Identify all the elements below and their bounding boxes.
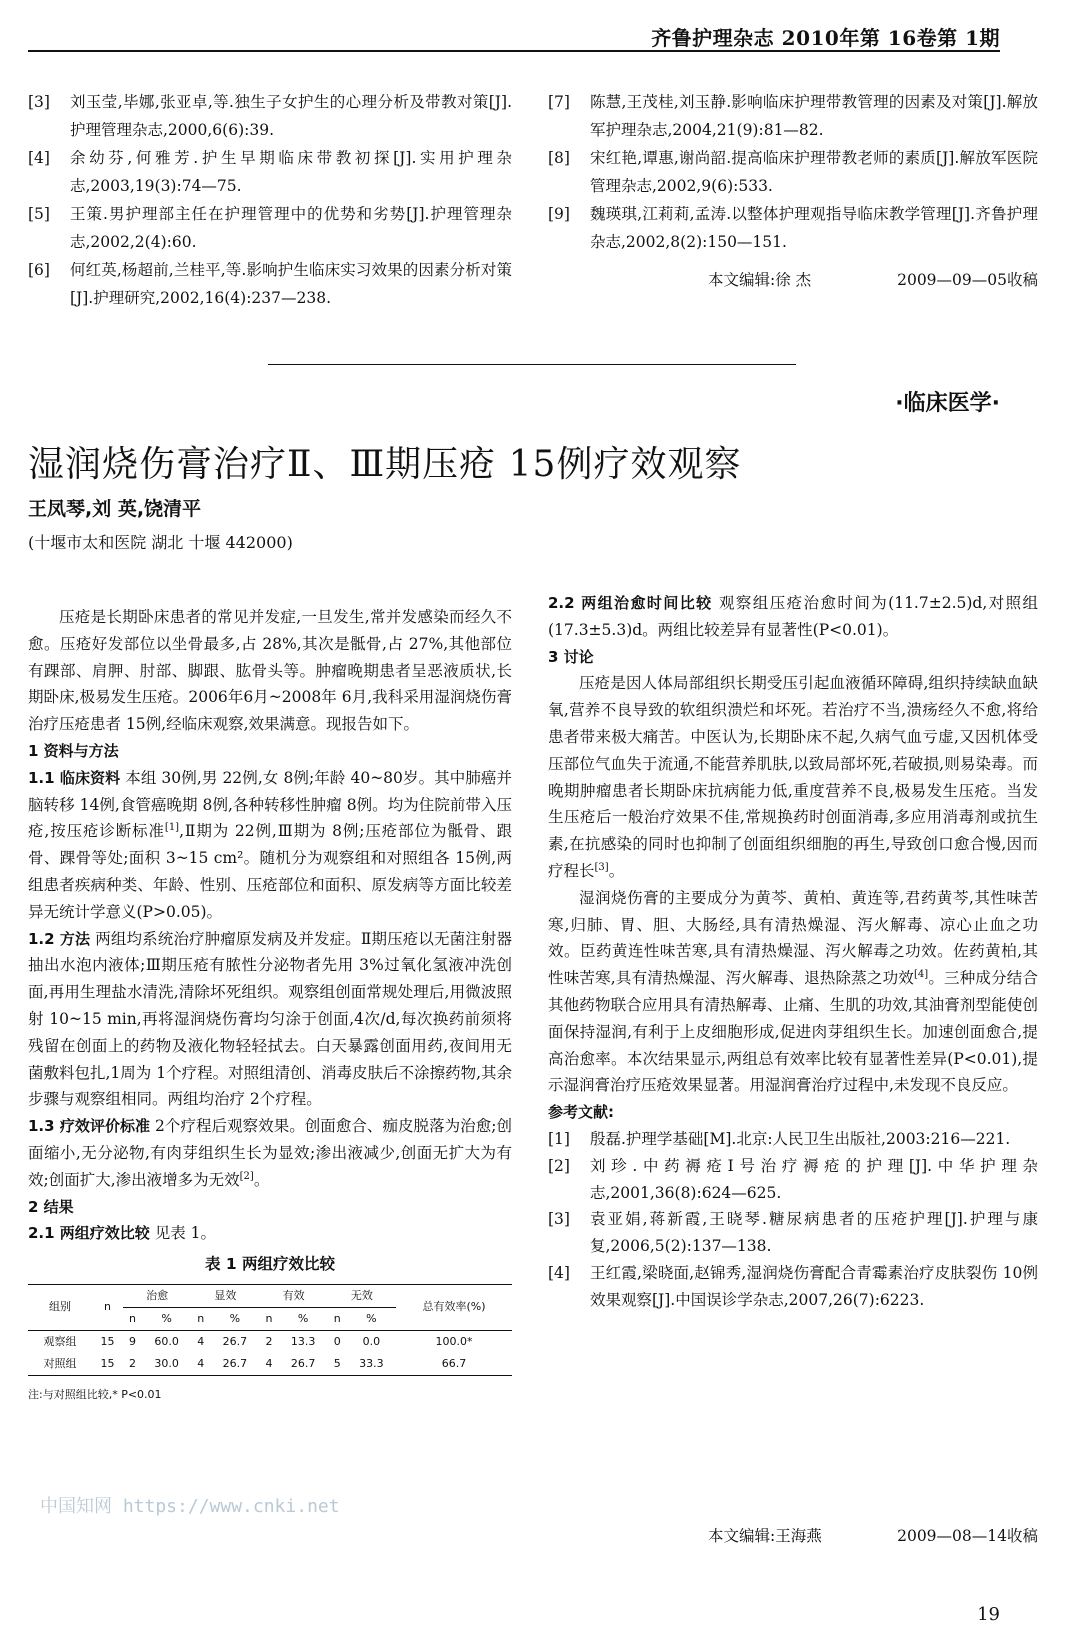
table-header: 治愈 bbox=[123, 1284, 191, 1307]
bottom-references bbox=[548, 1126, 1038, 1314]
editor-note-top bbox=[708, 268, 1038, 290]
reference-item: [9] 魏瑛琪,江莉莉,孟涛.以整体护理观指导临床教学管理[J].齐鲁护理杂志,2002,8(2):150—151. bbox=[548, 205, 1038, 251]
table-subheader: n bbox=[191, 1307, 210, 1330]
table-header: 显效 bbox=[191, 1284, 259, 1307]
table-subheader: % bbox=[142, 1307, 191, 1330]
table-subheader: % bbox=[210, 1307, 259, 1330]
reference-item: [4] 余幼芬,何雅芳.护生早期临床带教初探[J].实用护理杂志,2003,19(3):74—75. bbox=[28, 149, 512, 195]
paragraph-1-2: 1.2 方法 两组均系统治疗肿瘤原发病及并发症。Ⅱ期压疮以无菌注射器抽出水泡内液体;Ⅲ期压疮有脓性分泌物者先用 3%过氧化氢液冲洗创面,再用生理盐水清洗,清除坏死组织。观察组创面常规处理后,用微波照射 10~15 min,再将湿润烧伤膏均匀涂于创面,4次/d,每次换药前须将残留在创面上的药物及液化物轻轻拭去。白天暴露创面用药,夜间用无菌敷料包扎,1周为 1个疗程。对照组清创、消毒皮肤后不涂擦药物,其余步骤与观察组相同。两组均治疗 2个疗程。 bbox=[28, 929, 513, 1109]
table-subheader: n bbox=[123, 1307, 142, 1330]
article-title: 湿润烧伤膏治疗Ⅱ、Ⅲ期压疮 15例疗效观察 bbox=[28, 444, 742, 485]
article-authors: 王凤琴,刘 英,饶清平 bbox=[28, 498, 202, 520]
section-tag: ·临床医学· bbox=[895, 391, 1000, 416]
table-subheader: n bbox=[328, 1307, 347, 1330]
table-subheader: % bbox=[347, 1307, 396, 1330]
reference-item: [6] 何红英,杨超前,兰桂平,等.影响护生临床实习效果的因素分析对策[J].护理研究,2002,16(4):237—238. bbox=[28, 261, 512, 307]
table-row: 对照组 15 2 30.0 4 26.7 4 26.7 5 33.3 66.7 bbox=[28, 1353, 512, 1376]
journal-header: 齐鲁护理杂志 2010年第 16卷第 1期 bbox=[651, 26, 1000, 50]
editor-name: 本文编辑:徐 杰 bbox=[708, 271, 812, 289]
paragraph-1-3: 1.3 疗效评价标准 2个疗程后观察效果。创面愈合、痂皮脱落为治愈;创面缩小,无分泌物,有肉芽组织生长为显效;渗出液减少,创面无扩大为有效;创面扩大,渗出液增多为无效[2]。 bbox=[28, 1117, 512, 1189]
table-header: 无效 bbox=[328, 1284, 396, 1307]
section-heading: 3 讨论 bbox=[548, 647, 594, 666]
reference-item: [3] 刘玉莹,毕娜,张亚卓,等.独生子女护生的心理分析及带教对策[J].护理管理杂志,2000,6(6):39. bbox=[28, 93, 512, 139]
paragraph-1-1: 1.1 临床资料 本组 30例,男 22例,女 8例;年龄 40~80岁。其中肺癌并脑转移 14例,食管癌晚期 8例,各种转移性肿瘤 8例。均为住院前带入压疮,按压疮诊断标准[1],Ⅱ期为 22例,Ⅲ期为 8例;压疮部位为骶骨、跟骨、踝骨等处;面积 3~15 cm²。随机分为观察组和对照组各 15例,两组患者疾病种类、年龄、性别、压疮部位和面积、原发病等方面比较差异无统计学意义(P>0.05)。 bbox=[28, 768, 512, 921]
reference-item: [2] 刘珍.中药褥疮Ⅰ号治疗褥疮的护理[J].中华护理杂志,2001,36(8):624—625. bbox=[548, 1156, 1038, 1202]
header-rule bbox=[28, 50, 1000, 52]
received-date: 2009—08—14收稿 bbox=[897, 1527, 1038, 1545]
discussion-paragraph-1: 压疮是因人体局部组织长期受压引起血液循环障碍,组织持续缺血缺氧,营养不良导致的软组织溃烂和坏死。若治疗不当,溃疡经久不愈,将给患者带来极大痛苦。中医认为,长期卧床不起,久病气血亏虚,又因机体受压部位气血失于流通,不能营养肌肤,以致局部坏死,若破损,则易染毒。而晚期肿瘤患者长期卧床抗病能力低,重度营养不良,极易发生压疮。当发生压疮后一般治疗效果不佳,常规换药时创面消毒,多应用消毒剂或抗生素,在抗感染的同时也抑制了创面组织细胞的再生,导致创口愈合慢,因而疗程长[3]。 bbox=[548, 674, 1038, 880]
table-header: 总有效率(%) bbox=[396, 1284, 512, 1330]
section-divider bbox=[268, 364, 796, 365]
paragraph-2-1: 2.1 两组疗效比较 见表 1。 bbox=[28, 1224, 217, 1243]
section-heading: 1 资料与方法 bbox=[28, 741, 119, 760]
editor-note-bottom bbox=[708, 1524, 1038, 1546]
article-affiliation: (十堰市太和医院 湖北 十堰 442000) bbox=[28, 533, 293, 552]
top-references-left bbox=[28, 88, 512, 312]
reference-item: [8] 宋红艳,谭惠,谢尚韶.提高临床护理带教老师的素质[J].解放军医院管理杂志,2002,9(6):533. bbox=[548, 149, 1038, 195]
table-subheader: % bbox=[279, 1307, 328, 1330]
intro-paragraph: 压疮是长期卧床患者的常见并发症,一旦发生,常并发感染而经久不愈。压疮好发部位以坐骨最多,占 28%,其次是骶骨,占 27%,其他部位有踝部、肩胛、肘部、脚跟、肱骨头等。肿瘤晚期患者呈恶液质状,长期卧床,极易发生压疮。2006年6月~2008年 6月,我科采用湿润烧伤膏治疗压疮患者 15例,经临床观察,效果满意。现报告如下。 bbox=[28, 608, 512, 734]
watermark: 中国知网 https://www.cnki.net bbox=[40, 1496, 340, 1517]
discussion-paragraph-2: 湿润烧伤膏的主要成分为黄芩、黄柏、黄连等,君药黄芩,其性味苦寒,归肺、胃、胆、大肠经,具有清热燥湿、泻火解毒、凉心止血之功效。臣药黄连性味苦寒,具有清热燥湿、泻火解毒之功效。佐药黄柏,其性味苦寒,具有清热燥湿、泻火解毒、退热除蒸之功效[4]。三种成分结合其他药物联合应用具有清热解毒、止痛、生肌的功效,其油膏剂型能使创面保持湿润,有利于上皮细胞形成,促进肉芽组织生长。加速创面愈合,提高治愈率。本次结果显示,两组总有效率比较有显著性差异(P<0.01),提示湿润膏治疗压疮效果显著。用湿润膏治疗过程中,未发现不良反应。 bbox=[548, 888, 1038, 1095]
table-row: 观察组 15 9 60.0 4 26.7 2 13.3 0 0.0 100.0* bbox=[43, 1334, 473, 1348]
body-column-right bbox=[548, 590, 1038, 1314]
reference-item: [4] 王红霞,梁晓面,赵锦秀,湿润烧伤膏配合青霉素治疗皮肤裂伤 10例效果观察[J].中国误诊学杂志,2007,26(7):6223. bbox=[548, 1263, 1038, 1309]
body-column-left bbox=[28, 604, 512, 1409]
references-heading: 参考文献: bbox=[548, 1103, 614, 1122]
results-table bbox=[28, 1284, 512, 1376]
table-title: 表 1 两组疗效比较 bbox=[204, 1255, 336, 1274]
table-header: n bbox=[92, 1284, 123, 1330]
editor-name: 本文编辑:王海燕 bbox=[708, 1527, 822, 1545]
page-number: 19 bbox=[977, 1604, 1000, 1625]
received-date: 2009—09—05收稿 bbox=[897, 271, 1038, 289]
table-note: 注:与对照组比较,* P<0.01 bbox=[28, 1387, 162, 1401]
table-header: 有效 bbox=[260, 1284, 328, 1307]
table-header: 组别 bbox=[28, 1284, 92, 1330]
section-heading: 2 结果 bbox=[28, 1197, 74, 1216]
reference-item: [7] 陈慧,王茂桂,刘玉静.影响临床护理带教管理的因素及对策[J].解放军护理杂志,2004,21(9):81—82. bbox=[548, 93, 1038, 139]
table-subheader: n bbox=[260, 1307, 279, 1330]
reference-item: [1] 殷磊.护理学基础[M].北京:人民卫生出版社,2003:216—221. bbox=[548, 1129, 1011, 1148]
reference-item: [5] 王策.男护理部主任在护理管理中的优势和劣势[J].护理管理杂志,2002,2(4):60. bbox=[28, 205, 512, 251]
reference-item: [3] 袁亚娟,蒋新霞,王晓琴.糖尿病患者的压疮护理[J].护理与康复,2006,5(2):137—138. bbox=[548, 1210, 1038, 1256]
top-references-right bbox=[548, 88, 1038, 256]
paragraph-2-2: 2.2 两组治愈时间比较 观察组压疮治愈时间为(11.7±2.5)d,对照组(17.3±5.3)d。两组比较差异有显著性(P<0.01)。 bbox=[548, 594, 1039, 639]
